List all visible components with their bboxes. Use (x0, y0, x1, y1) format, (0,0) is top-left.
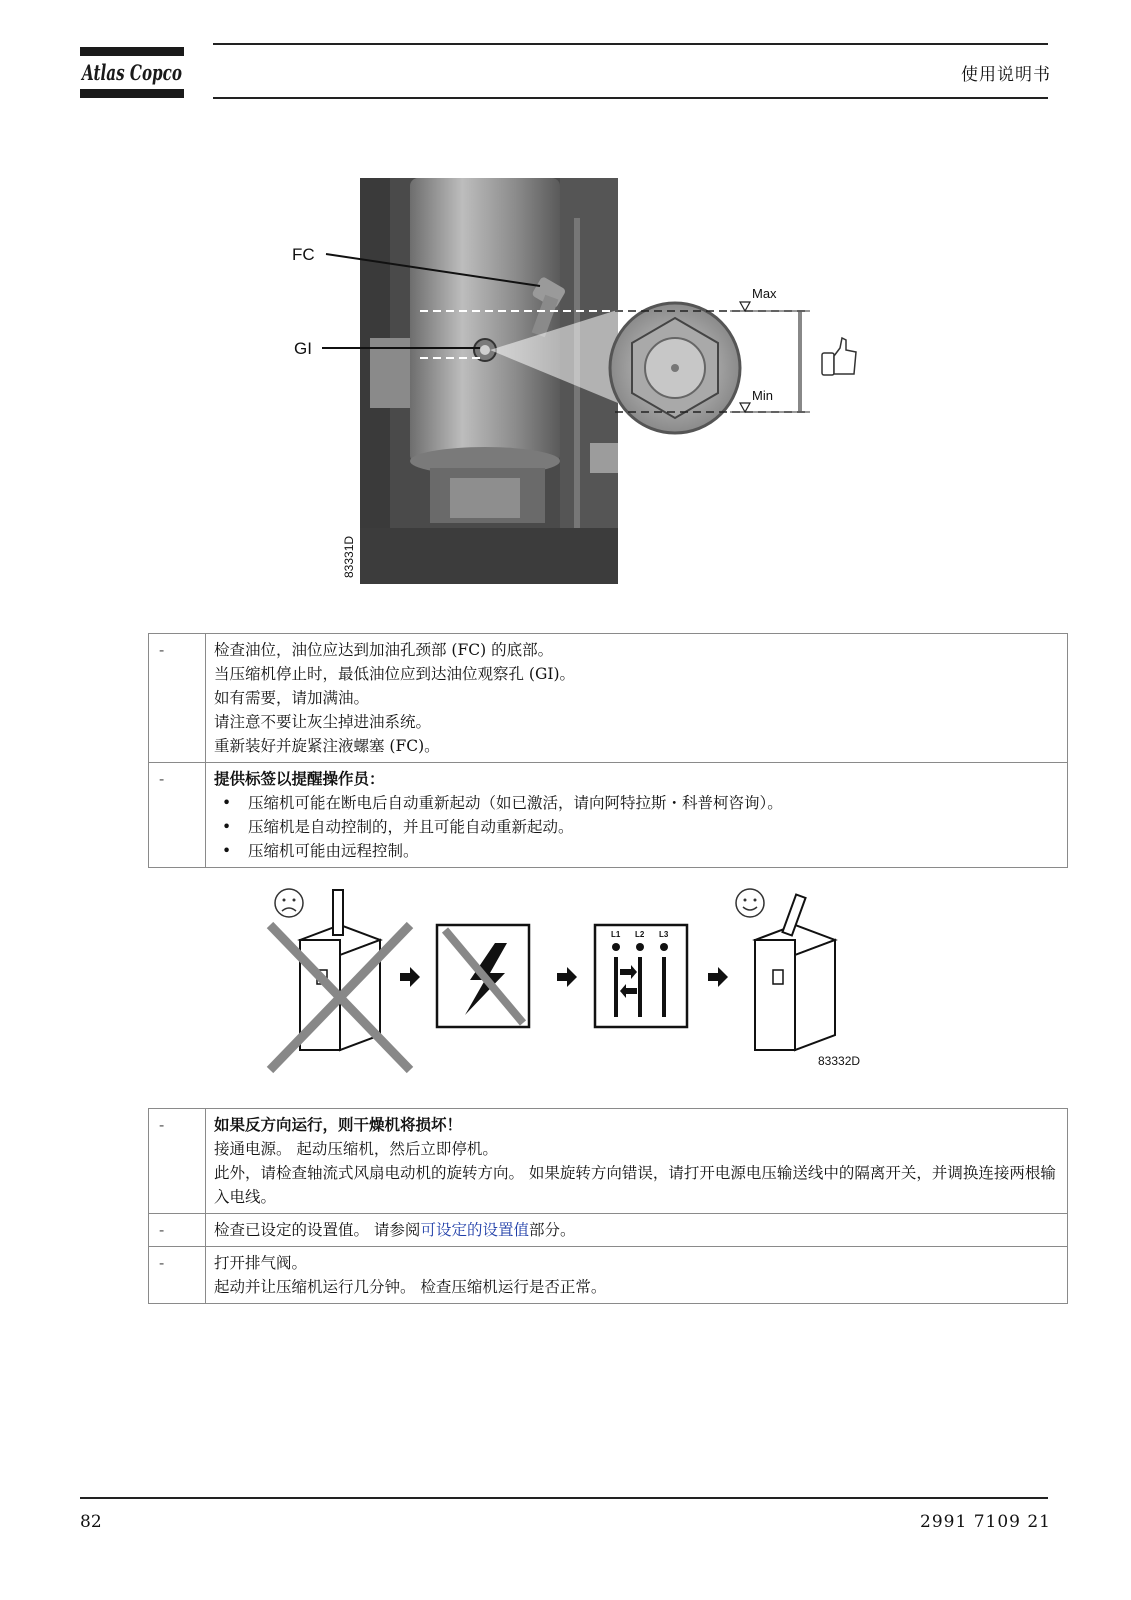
isolator-switch-off-icon (755, 894, 835, 1050)
page-number: 82 (80, 1512, 102, 1532)
document-number: 2991 7109 21 (920, 1512, 1051, 1532)
table-row (149, 634, 1068, 763)
text-line: 打开排气阀。 (214, 1254, 308, 1272)
bullet-item: • 压缩机可能由远程控制。 (214, 839, 1059, 863)
row-dash: - (149, 634, 206, 763)
text-line: 接通电源。 起动压缩机，然后立即停机。 (214, 1140, 498, 1158)
label-min: Min (752, 388, 773, 403)
footer-rule (80, 1497, 1048, 1499)
label-gi: GI (294, 339, 312, 358)
header-rule-top (213, 43, 1048, 45)
logo-text: Atlas Copco (80, 60, 182, 85)
warning-heading: 如果反方向运行，则干燥机将损坏！ (214, 1115, 463, 1134)
row-content (206, 1247, 1068, 1304)
text-line: 此外，请检查轴流式风扇电动机的旋转方向。 如果旋转方向错误，请打开电源电压输送线中的隔离开关，并调换连接两根输入电线。 (214, 1164, 1056, 1206)
arrow-right-icon (708, 967, 728, 987)
bullet-item: • 压缩机是自动控制的，并且可能自动重新起动。 (214, 815, 1059, 839)
figure-id-2: 83332D (818, 1054, 861, 1068)
header-rule-bottom (213, 97, 1048, 99)
text-line: 重新装好并旋紧注液螺塞 (FC)。 (214, 737, 440, 755)
table-row (149, 1109, 1068, 1214)
row-dash: - (149, 1214, 206, 1247)
atlas-copco-logo (80, 47, 186, 99)
arrow-right-icon (557, 967, 577, 987)
row-content (206, 1214, 1068, 1247)
figure-id-1: 83331D (342, 535, 356, 578)
table-row (149, 1214, 1068, 1247)
thumbs-up-icon (822, 338, 856, 375)
label-max: Max (752, 286, 777, 301)
phase-label-l3: L3 (659, 930, 669, 939)
text-line: 检查油位，油位应达到加油孔颈部 (FC) 的底部。 (214, 641, 554, 659)
row-dash: - (149, 763, 206, 868)
text-line: 起动并让压缩机运行几分钟。 检查压缩机运行是否正常。 (214, 1278, 607, 1296)
row-dash: - (149, 1109, 206, 1214)
document-title: 使用说明书 (961, 65, 1051, 85)
label-fc: FC (292, 245, 315, 264)
table-row (149, 1247, 1068, 1304)
row-content (206, 763, 1068, 868)
row-content (206, 1109, 1068, 1214)
text-before-link: 检查已设定的设置值。 请参阅 (214, 1221, 421, 1239)
phase-label-l1: L1 (611, 930, 621, 939)
power-off-icon (437, 925, 529, 1027)
text-line: 如有需要，请加满油。 (214, 689, 370, 707)
row-content (206, 634, 1068, 763)
row-dash: - (149, 1247, 206, 1304)
phase-swap-icon (595, 925, 687, 1027)
bullet-item: • 压缩机可能在断电后自动重新起动（如已激活，请向阿特拉斯・科普柯咨询）。 (214, 791, 1059, 815)
bullet-list (214, 791, 1059, 863)
sad-face-icon (275, 889, 303, 917)
text-line: 请注意不要让灰尘掉进油系统。 (214, 713, 432, 731)
arrow-right-icon (400, 967, 420, 987)
row-heading: 提供标签以提醒操作员： (214, 769, 385, 788)
table-row (149, 763, 1068, 868)
text-line: 当压缩机停止时，最低油位应到达油位观察孔 (GI)。 (214, 665, 576, 683)
phase-label-l2: L2 (635, 930, 645, 939)
instructions-table-1 (148, 633, 1068, 868)
text-after-link: 部分。 (528, 1221, 576, 1239)
happy-face-icon (736, 889, 764, 917)
instructions-table-2 (148, 1108, 1068, 1304)
settings-link[interactable]: 可设定的设置值 (420, 1221, 529, 1239)
oil-level-figure (290, 178, 870, 598)
phase-reversal-figure (265, 885, 885, 1090)
